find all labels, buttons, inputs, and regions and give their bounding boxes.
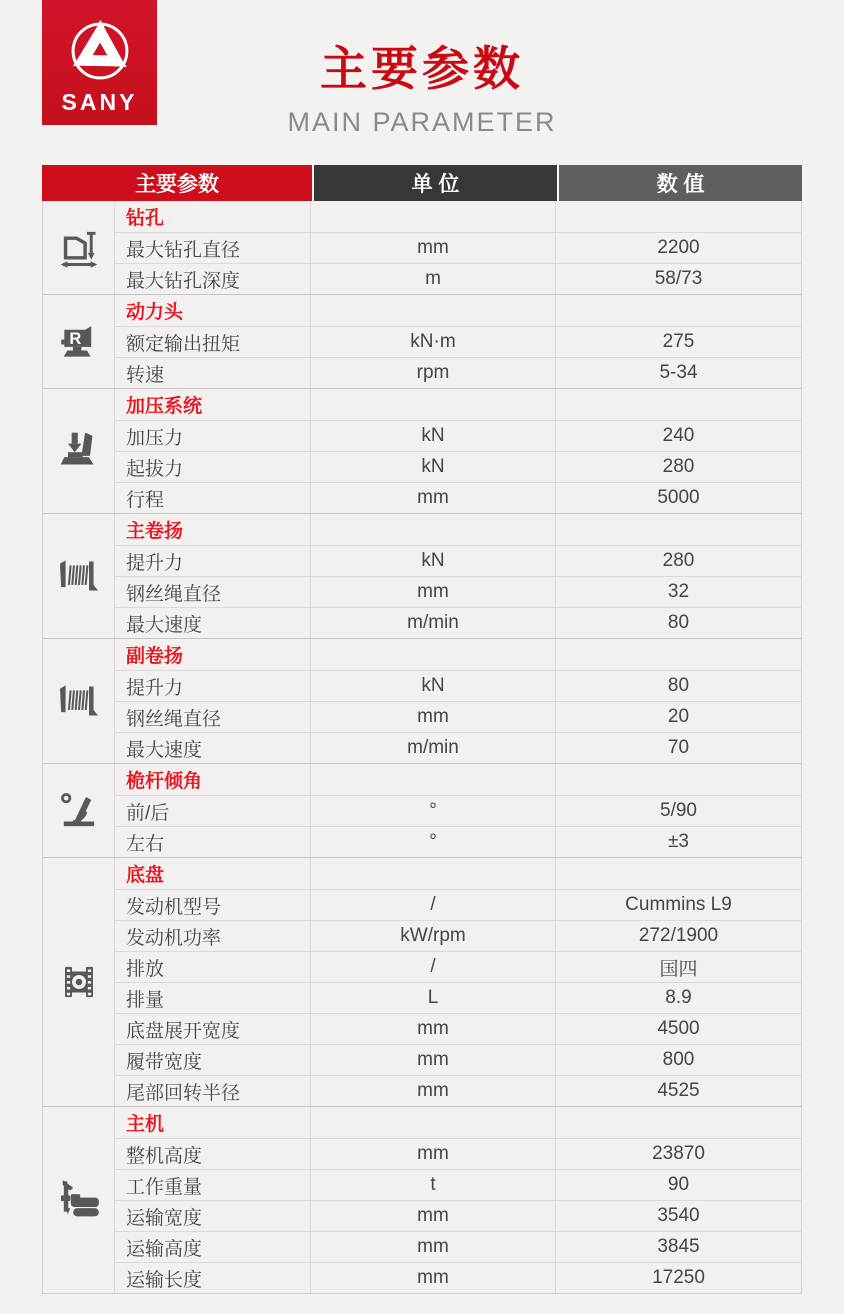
value-cell: Cummins L9 bbox=[625, 894, 732, 915]
value-cell bbox=[556, 514, 801, 545]
value-cell: 800 bbox=[662, 1049, 695, 1070]
unit-cell: L bbox=[311, 983, 556, 1013]
svg-text:R: R bbox=[68, 329, 81, 348]
table-body bbox=[42, 201, 802, 1294]
table-row bbox=[115, 670, 801, 701]
mast-angle-icon bbox=[58, 790, 100, 832]
table-row bbox=[115, 326, 801, 357]
table-row bbox=[115, 576, 801, 607]
unit-cell bbox=[311, 295, 556, 326]
param-label-cell: 最大速度 bbox=[115, 733, 311, 763]
param-label-cell: 提升力 bbox=[115, 546, 311, 576]
table-row bbox=[115, 357, 801, 388]
unit-cell: m bbox=[311, 264, 556, 294]
value-cell: 32 bbox=[667, 581, 690, 602]
table-section bbox=[43, 639, 801, 764]
param-label-cell: 前/后 bbox=[115, 796, 311, 826]
param-label-cell: 起拔力 bbox=[115, 452, 311, 482]
value-cell: 90 bbox=[667, 1174, 690, 1195]
section-icon-cell bbox=[43, 389, 115, 513]
table-row bbox=[115, 1262, 801, 1293]
section-icon-cell bbox=[43, 764, 115, 857]
table-row bbox=[115, 607, 801, 638]
value-cell: 5-34 bbox=[659, 362, 698, 383]
unit-cell bbox=[311, 389, 556, 420]
unit-cell: mm bbox=[311, 233, 556, 263]
unit-cell: mm bbox=[311, 577, 556, 607]
value-cell: 280 bbox=[662, 550, 695, 571]
table-row bbox=[115, 889, 801, 920]
unit-cell: t bbox=[311, 1170, 556, 1200]
section-title-row bbox=[115, 639, 801, 670]
section-title: 副卷扬 bbox=[115, 639, 311, 670]
value-cell: 272/1900 bbox=[638, 925, 719, 946]
unit-cell: / bbox=[311, 890, 556, 920]
section-icon-cell bbox=[43, 639, 115, 763]
section-title: 动力头 bbox=[115, 295, 311, 326]
param-label-cell: 发动机功率 bbox=[115, 921, 311, 951]
value-cell: 275 bbox=[662, 331, 695, 352]
value-cell bbox=[556, 389, 801, 420]
unit-cell bbox=[311, 858, 556, 889]
value-cell: 58/73 bbox=[654, 268, 703, 289]
section-title: 加压系统 bbox=[115, 389, 311, 420]
unit-cell: ° bbox=[311, 796, 556, 826]
param-label-cell: 排放 bbox=[115, 952, 311, 982]
value-cell: 240 bbox=[662, 425, 695, 446]
section-rows bbox=[115, 295, 801, 388]
value-cell: 8.9 bbox=[665, 987, 692, 1008]
section-icon-cell bbox=[43, 514, 115, 638]
table-row bbox=[115, 701, 801, 732]
section-icon-cell bbox=[43, 295, 115, 388]
param-label-cell: 钢丝绳直径 bbox=[115, 577, 311, 607]
value-cell: 4525 bbox=[657, 1080, 700, 1101]
param-label-cell: 运输宽度 bbox=[115, 1201, 311, 1231]
col-header-param: 主要参数 bbox=[42, 165, 312, 201]
param-label-cell: 尾部回转半径 bbox=[115, 1076, 311, 1106]
param-label-cell: 提升力 bbox=[115, 671, 311, 701]
sany-triangle-icon bbox=[63, 14, 137, 88]
param-label-cell: 排量 bbox=[115, 983, 311, 1013]
section-title: 主卷扬 bbox=[115, 514, 311, 545]
section-title: 钻孔 bbox=[115, 201, 311, 232]
brand-logo bbox=[42, 0, 157, 125]
section-title-row bbox=[115, 858, 801, 889]
unit-cell: mm bbox=[311, 1045, 556, 1075]
section-rows bbox=[115, 639, 801, 763]
section-icon-cell bbox=[43, 201, 115, 294]
param-label-cell: 履带宽度 bbox=[115, 1045, 311, 1075]
table-row bbox=[115, 545, 801, 576]
value-cell: ±3 bbox=[668, 831, 689, 852]
winch-icon bbox=[56, 682, 102, 720]
unit-cell: mm bbox=[311, 1014, 556, 1044]
value-cell: 3845 bbox=[657, 1236, 700, 1257]
value-cell: 2200 bbox=[657, 237, 700, 258]
table-row bbox=[115, 920, 801, 951]
section-rows bbox=[115, 858, 801, 1106]
brand-name: SANY bbox=[61, 89, 138, 115]
unit-cell: kW/rpm bbox=[311, 921, 556, 951]
unit-cell bbox=[311, 201, 556, 232]
section-title-row bbox=[115, 295, 801, 326]
section-rows bbox=[115, 514, 801, 638]
table-row bbox=[115, 982, 801, 1013]
unit-cell: mm bbox=[311, 483, 556, 513]
unit-cell: kN bbox=[311, 452, 556, 482]
table-row bbox=[115, 482, 801, 513]
unit-cell bbox=[311, 1107, 556, 1138]
table-row bbox=[115, 232, 801, 263]
param-label-cell: 工作重量 bbox=[115, 1170, 311, 1200]
winch-icon bbox=[56, 557, 102, 595]
value-cell: 国四 bbox=[659, 958, 698, 980]
value-cell bbox=[556, 1107, 801, 1138]
param-label-cell: 底盘展开宽度 bbox=[115, 1014, 311, 1044]
section-title-row bbox=[115, 764, 801, 795]
unit-cell: / bbox=[311, 952, 556, 982]
value-cell bbox=[556, 295, 801, 326]
section-title: 主机 bbox=[115, 1107, 311, 1138]
page-title: 主要参数 bbox=[320, 42, 524, 95]
table-row bbox=[115, 1200, 801, 1231]
parameter-table bbox=[42, 165, 802, 1294]
table-row bbox=[115, 1169, 801, 1200]
param-label-cell: 额定输出扭矩 bbox=[115, 327, 311, 357]
table-section bbox=[43, 858, 801, 1107]
table-header bbox=[42, 165, 802, 201]
param-label-cell: 运输长度 bbox=[115, 1263, 311, 1293]
unit-cell: kN bbox=[311, 671, 556, 701]
unit-cell: m/min bbox=[311, 608, 556, 638]
unit-cell: mm bbox=[311, 1139, 556, 1169]
section-title-row bbox=[115, 201, 801, 232]
value-cell: 80 bbox=[667, 612, 690, 633]
value-cell: 3540 bbox=[657, 1205, 700, 1226]
unit-cell: m/min bbox=[311, 733, 556, 763]
value-cell bbox=[556, 764, 801, 795]
section-title: 桅杆倾角 bbox=[115, 764, 311, 795]
param-label-cell: 转速 bbox=[115, 358, 311, 388]
value-cell: 4500 bbox=[657, 1018, 700, 1039]
table-row bbox=[115, 451, 801, 482]
param-label-cell: 运输高度 bbox=[115, 1232, 311, 1262]
table-row bbox=[115, 826, 801, 857]
param-label-cell: 钢丝绳直径 bbox=[115, 702, 311, 732]
table-section bbox=[43, 514, 801, 639]
value-cell: 70 bbox=[667, 737, 690, 758]
unit-cell: mm bbox=[311, 1263, 556, 1293]
table-section bbox=[43, 295, 801, 389]
table-row bbox=[115, 1013, 801, 1044]
unit-cell: mm bbox=[311, 1201, 556, 1231]
crowd-system-icon bbox=[57, 429, 101, 473]
unit-cell: mm bbox=[311, 702, 556, 732]
value-cell: 17250 bbox=[652, 1267, 705, 1288]
unit-cell: kN bbox=[311, 546, 556, 576]
table-row bbox=[115, 951, 801, 982]
unit-cell: kN bbox=[311, 421, 556, 451]
section-rows bbox=[115, 389, 801, 513]
rig-icon bbox=[53, 1179, 105, 1221]
table-row bbox=[115, 420, 801, 451]
unit-cell: kN·m bbox=[311, 327, 556, 357]
value-cell: 20 bbox=[667, 706, 690, 727]
table-row bbox=[115, 732, 801, 763]
section-title-row bbox=[115, 1107, 801, 1138]
unit-cell: ° bbox=[311, 827, 556, 857]
value-cell: 23870 bbox=[652, 1143, 705, 1164]
unit-cell: mm bbox=[311, 1076, 556, 1106]
table-row bbox=[115, 1138, 801, 1169]
value-cell bbox=[556, 201, 801, 232]
unit-cell bbox=[311, 764, 556, 795]
table-section bbox=[43, 1107, 801, 1293]
section-icon-cell bbox=[43, 1107, 115, 1293]
param-label-cell: 行程 bbox=[115, 483, 311, 513]
param-label-cell: 最大速度 bbox=[115, 608, 311, 638]
table-row bbox=[115, 795, 801, 826]
table-row bbox=[115, 1075, 801, 1106]
section-title: 底盘 bbox=[115, 858, 311, 889]
col-header-value: 数 值 bbox=[557, 165, 802, 201]
chassis-icon bbox=[58, 961, 100, 1003]
value-cell bbox=[556, 639, 801, 670]
section-rows bbox=[115, 1107, 801, 1293]
param-label-cell: 最大钻孔深度 bbox=[115, 264, 311, 294]
value-cell: 5/90 bbox=[660, 800, 697, 821]
section-title-row bbox=[115, 514, 801, 545]
unit-cell bbox=[311, 639, 556, 670]
param-label-cell: 左右 bbox=[115, 827, 311, 857]
section-title-row bbox=[115, 389, 801, 420]
table-section bbox=[43, 389, 801, 514]
section-rows bbox=[115, 201, 801, 294]
table-row bbox=[115, 1044, 801, 1075]
param-label-cell: 加压力 bbox=[115, 421, 311, 451]
table-row bbox=[115, 1231, 801, 1262]
value-cell: 80 bbox=[667, 675, 690, 696]
value-cell bbox=[556, 858, 801, 889]
table-row bbox=[115, 263, 801, 294]
value-cell: 5000 bbox=[657, 487, 700, 508]
unit-cell bbox=[311, 514, 556, 545]
param-label-cell: 整机高度 bbox=[115, 1139, 311, 1169]
section-icon-cell bbox=[43, 858, 115, 1106]
power-head-icon bbox=[57, 320, 101, 364]
value-cell: 280 bbox=[662, 456, 695, 477]
col-header-unit: 单 位 bbox=[312, 165, 557, 201]
section-rows bbox=[115, 764, 801, 857]
unit-cell: mm bbox=[311, 1232, 556, 1262]
param-label-cell: 发动机型号 bbox=[115, 890, 311, 920]
drill-hole-icon bbox=[57, 226, 101, 270]
page-subtitle: MAIN PARAMETER bbox=[287, 107, 557, 137]
unit-cell: rpm bbox=[311, 358, 556, 388]
table-section bbox=[43, 201, 801, 295]
param-label-cell: 最大钻孔直径 bbox=[115, 233, 311, 263]
table-section bbox=[43, 764, 801, 858]
